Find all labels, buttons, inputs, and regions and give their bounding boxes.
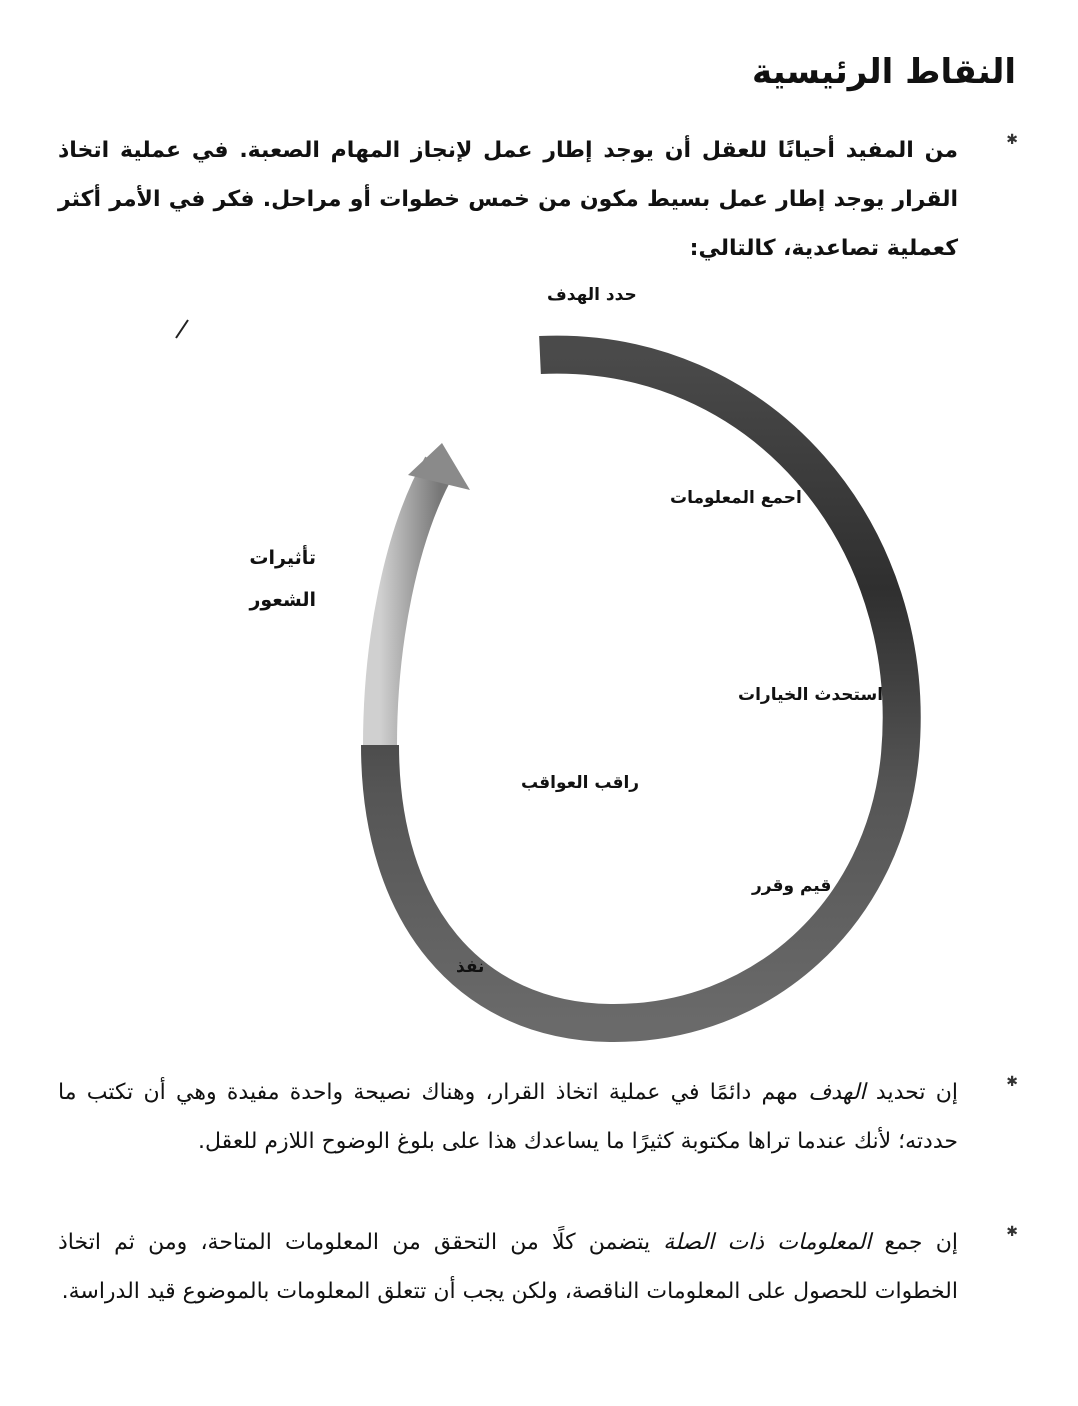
info-rest: يتضمن كلًا من التحقق من المعلومات المتاحة، ومن ثم اتخاذ الخطوات للحصول على المعلومات الناقصة، ولكن يجب أن تتعلق المعلومات بالموضوع قيد الدراسة. [58, 1230, 958, 1304]
info-bullet [58, 1218, 1018, 1316]
bullet-icon: ✱ [1006, 1074, 1018, 1090]
goal-paragraph [58, 1068, 958, 1166]
intro-text: من المفيد أحيانًا للعقل أن يوجد إطار عمل لإنجاز المهام الصعبة. في عملية اتخاذ القرار يوجد إطار عمل بسيط مكون من خمس خطوات أو مراحل. فكر في الأمر أكثر كعملية تصاعدية، كالتالي: [58, 138, 958, 261]
stray-mark [176, 320, 188, 338]
info-emphasis: المعلومات ذات الصلة [663, 1230, 872, 1255]
goal-bullet [58, 1068, 1018, 1166]
decision-cycle-diagram [0, 275, 1078, 1055]
intro-bullet [58, 126, 1018, 273]
stage-monitor-outcomes: راقب العواقب [521, 773, 640, 793]
stage-execute: نفذ [456, 957, 485, 977]
stage-goal: حدد الهدف [547, 285, 637, 305]
bullet-icon: ✱ [1006, 1224, 1018, 1240]
feelings-effects-label [236, 537, 316, 621]
stage-evaluate-decide: قيم وقرر [752, 876, 832, 896]
cycle-arc-left [380, 465, 440, 745]
goal-emphasis: الهدف [808, 1080, 866, 1105]
cycle-arrow [0, 275, 1078, 1055]
stage-gather-info: احمع المعلومات [670, 488, 802, 508]
info-prefix: إن جمع [871, 1230, 958, 1255]
bullet-icon: ✱ [1006, 132, 1018, 148]
stage-generate-options: استحدث الخيارات [738, 685, 884, 705]
info-paragraph [58, 1218, 958, 1316]
page-title: النقاط الرئيسية [752, 52, 1016, 92]
feelings-label-line1: تأثيرات [249, 547, 316, 569]
goal-rest: مهم دائمًا في عملية اتخاذ القرار، وهناك نصيحة واحدة مفيدة وهي أن تكتب ما حددته؛ لأنك عندما تراها مكتوبة كثيرًا ما يساعدك هذا على بلوغ الوضوح اللازم للعقل. [58, 1080, 958, 1154]
feelings-label-line2: الشعور [249, 589, 316, 611]
goal-prefix: إن تحديد [865, 1080, 958, 1105]
